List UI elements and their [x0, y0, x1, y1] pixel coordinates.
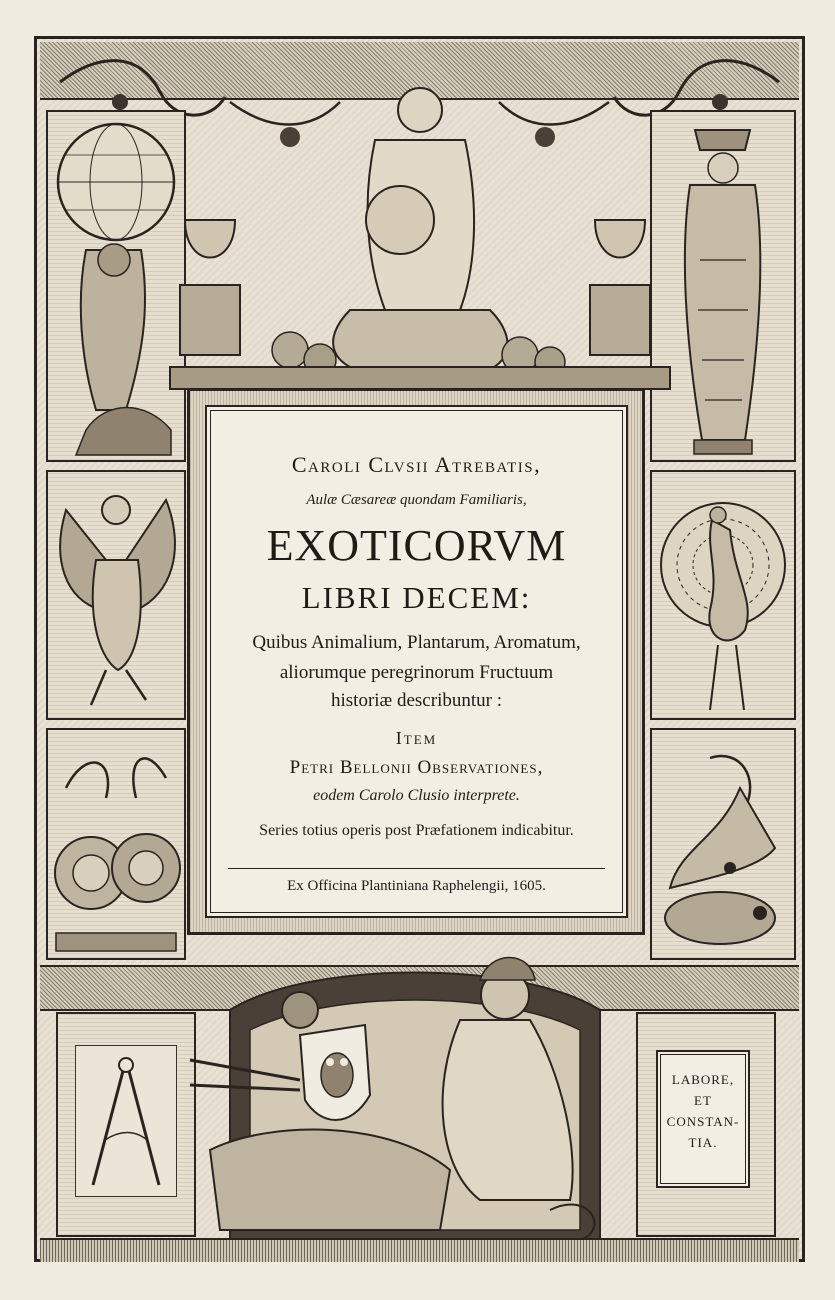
seated-figure-icon: [170, 70, 670, 395]
imprint-divider: [228, 868, 605, 869]
second-work-translator: eodem Carolo Clusio interprete.: [313, 787, 520, 804]
second-work-title: Petri Bellonii Observationes,: [289, 757, 544, 778]
contents-note: Series totius operis post Præfationem indicabitur.: [259, 822, 574, 839]
item-label: Item: [395, 728, 438, 748]
author-subtitle: Aulæ Cæsareæ quondam Familiaris,: [306, 492, 527, 508]
caryatid-figure-icon: [650, 110, 796, 462]
description-line-2: aliorumque peregrinorum Fructuum: [279, 662, 554, 683]
imprint-line: Ex Officina Plantiniana Raphelengii, 1605.: [287, 878, 546, 894]
bottom-base: [40, 1238, 799, 1262]
eagle-icon: [46, 470, 186, 720]
motto-line-2: ET: [694, 1093, 712, 1108]
author-line: Caroli Clvsii Atrebatis,: [291, 452, 542, 477]
peacock-icon: [650, 470, 796, 720]
motto-line-3: CONSTAN-: [666, 1114, 740, 1129]
motto-line-1: LABORE,: [671, 1072, 735, 1087]
motto-line-4: TIA.: [688, 1135, 718, 1150]
subtitle: LIBRI DECEM:: [301, 580, 532, 615]
description-line-3: historiæ describuntur :: [331, 690, 502, 711]
globe-icon: [46, 110, 186, 462]
compass-dividers-icon: [75, 1045, 177, 1197]
dolphin-icon: [650, 728, 796, 960]
lion-icon: [46, 728, 186, 960]
main-title: EXOTICORVM: [266, 521, 567, 570]
description-line-1: Quibus Animalium, Plantarum, Aromatum,: [252, 632, 581, 653]
reclining-minerva-icon: [190, 950, 640, 1250]
